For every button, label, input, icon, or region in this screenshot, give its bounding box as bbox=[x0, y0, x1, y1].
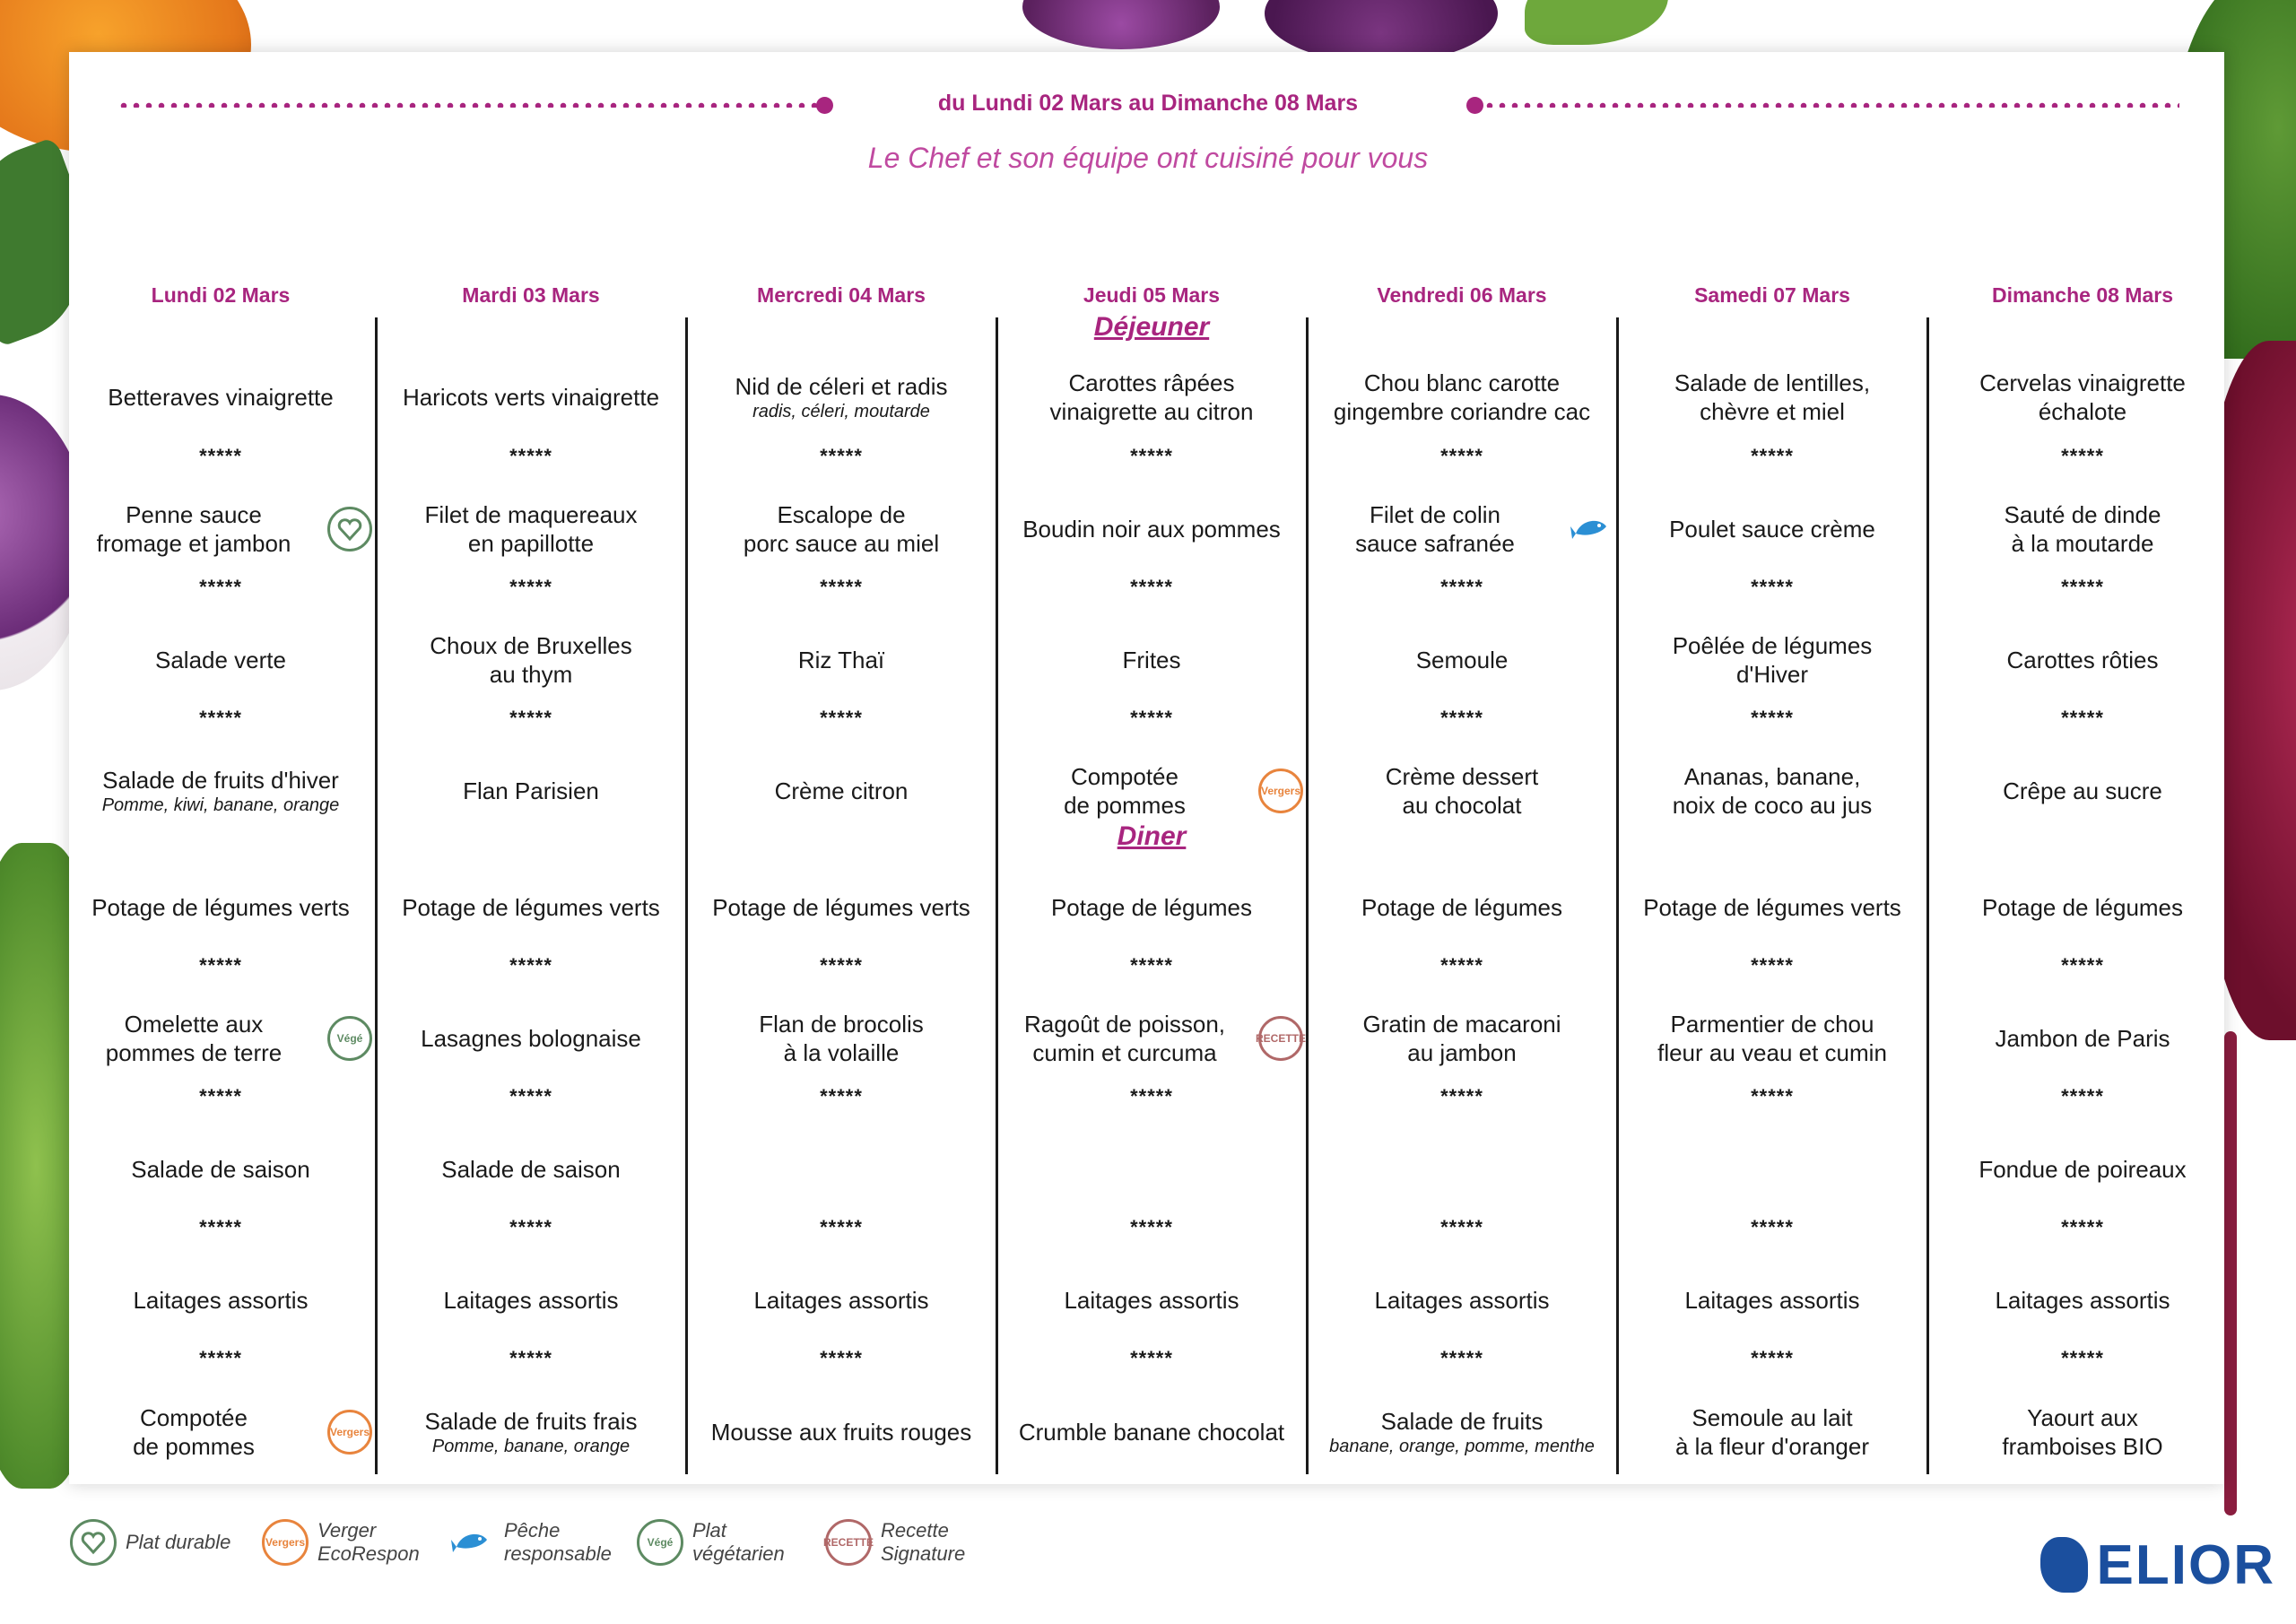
menu-item-dinner-soup bbox=[1927, 893, 2238, 922]
menu-item-lunch-dessert bbox=[686, 777, 996, 805]
dish-name: Laitages assortis bbox=[1995, 1287, 2170, 1314]
menu-item-lunch-side bbox=[996, 646, 1307, 674]
menu-item-dinner-dessert bbox=[996, 1418, 1307, 1446]
day-header: Vendredi 06 Mars bbox=[1377, 283, 1547, 307]
menu-item-lunch-starter bbox=[686, 372, 996, 422]
dish-name: Omelette aux pommes de terre bbox=[105, 1011, 283, 1066]
menu-item-lunch-side bbox=[1307, 646, 1617, 674]
menu-item-dinner-dessert bbox=[39, 1403, 349, 1461]
day-header: Dimanche 08 Mars bbox=[1992, 283, 2173, 307]
plat-durable-icon bbox=[70, 1519, 117, 1566]
dish-ingredients: Pomme, banane, orange bbox=[431, 1437, 631, 1456]
dish-name: Chou blanc carotte gingembre coriandre cac bbox=[1333, 369, 1591, 425]
course-separator: ***** bbox=[199, 1216, 242, 1238]
menu-item-lunch-dessert bbox=[1617, 762, 1927, 820]
dish-ingredients: Pomme, kiwi, banane, orange bbox=[101, 795, 340, 815]
menu-item-lunch-side bbox=[1617, 631, 1927, 689]
menu-item-dinner-main bbox=[39, 1010, 349, 1067]
dish-name: Filet de maquereaux en papillotte bbox=[424, 501, 638, 557]
day-header: Samedi 07 Mars bbox=[1694, 283, 1850, 307]
apple-icon: Vergers bbox=[327, 1410, 372, 1455]
dish-name: Potage de légumes bbox=[1050, 894, 1253, 921]
dish-name: Laitages assortis bbox=[1374, 1287, 1550, 1314]
menu-item-lunch-main bbox=[376, 500, 686, 558]
menu-item-dinner-main bbox=[376, 1024, 686, 1053]
course-separator: ***** bbox=[2061, 1085, 2104, 1107]
menu-item-dinner-dairy bbox=[1927, 1286, 2238, 1315]
course-separator: ***** bbox=[199, 1085, 242, 1107]
dish-name: Laitages assortis bbox=[753, 1287, 929, 1314]
dish-name: Haricots verts vinaigrette bbox=[402, 384, 660, 411]
day-header: Mardi 03 Mars bbox=[462, 283, 600, 307]
course-separator: ***** bbox=[820, 707, 863, 729]
course-separator: ***** bbox=[1751, 1347, 1794, 1369]
column-divider bbox=[1306, 317, 1309, 1474]
legend-label: Verger EcoRespon bbox=[317, 1519, 420, 1565]
course-separator: ***** bbox=[2061, 1347, 2104, 1369]
dish-name: Semoule au lait à la fleur d'oranger bbox=[1675, 1404, 1869, 1460]
menu-item-dinner-dairy bbox=[1617, 1286, 1927, 1315]
fish-icon bbox=[448, 1519, 495, 1566]
dish-name: Parmentier de chou fleur au veau et cumin bbox=[1657, 1011, 1887, 1066]
bull-icon bbox=[2040, 1537, 2088, 1593]
dish-name: Potage de légumes bbox=[1981, 894, 2184, 921]
menu-item-lunch-main bbox=[996, 515, 1307, 543]
recette-signature-icon: RECETTE bbox=[1258, 1016, 1303, 1061]
course-separator: ***** bbox=[1440, 445, 1483, 467]
course-separator: ***** bbox=[509, 1216, 552, 1238]
course-separator: ***** bbox=[1440, 1347, 1483, 1369]
menu-item-lunch-dessert bbox=[65, 766, 376, 816]
day-header: Lundi 02 Mars bbox=[151, 283, 291, 307]
dish-ingredients: radis, céleri, moutarde bbox=[752, 402, 930, 421]
legend-item-verger-ecorespon bbox=[262, 1515, 420, 1569]
menu-item-dinner-dessert bbox=[1927, 1403, 2238, 1461]
vege-icon: Végé bbox=[327, 1016, 372, 1061]
course-separator: ***** bbox=[1130, 576, 1173, 598]
column-divider bbox=[375, 317, 378, 1474]
dish-name: Filet de colin sauce safranée bbox=[1355, 501, 1515, 557]
menu-item-lunch-starter bbox=[1617, 369, 1927, 426]
menu-item-dinner-soup bbox=[996, 893, 1307, 922]
course-separator: ***** bbox=[1440, 707, 1483, 729]
day-header: Jeudi 05 Mars bbox=[1083, 283, 1221, 307]
dish-name: Laitages assortis bbox=[1064, 1287, 1239, 1314]
column-divider bbox=[1616, 317, 1619, 1474]
course-separator: ***** bbox=[199, 954, 242, 977]
menu-item-lunch-side bbox=[65, 646, 376, 674]
menu-item-dinner-dairy bbox=[1307, 1286, 1617, 1315]
menu-item-lunch-main bbox=[39, 500, 349, 558]
menu-item-lunch-starter bbox=[1307, 369, 1617, 426]
menu-item-lunch-main bbox=[1927, 500, 2238, 558]
menu-item-lunch-main bbox=[1617, 515, 1927, 543]
dish-name: Potage de légumes verts bbox=[402, 894, 660, 921]
menu-item-lunch-dessert bbox=[1307, 762, 1617, 820]
dish-name: Salade verte bbox=[155, 647, 286, 673]
menu-item-lunch-dessert bbox=[970, 762, 1280, 820]
course-separator: ***** bbox=[2061, 1216, 2104, 1238]
dish-name: Poulet sauce crème bbox=[1669, 516, 1875, 543]
course-separator: ***** bbox=[199, 576, 242, 598]
menu-item-dinner-side bbox=[1927, 1155, 2238, 1184]
course-separator: ***** bbox=[820, 1085, 863, 1107]
legend-item-plat-vegetarien bbox=[637, 1515, 785, 1569]
dish-name: Crumble banane chocolat bbox=[1018, 1419, 1285, 1446]
course-separator: ***** bbox=[2061, 445, 2104, 467]
menu-item-dinner-dessert bbox=[1617, 1403, 1927, 1461]
course-separator: ***** bbox=[1130, 1085, 1173, 1107]
course-separator: ***** bbox=[199, 707, 242, 729]
course-separator: ***** bbox=[2061, 707, 2104, 729]
menu-item-dinner-dairy bbox=[65, 1286, 376, 1315]
dish-name: Ragoût de poisson, cumin et curcuma bbox=[1023, 1011, 1226, 1066]
dish-name: Riz Thaï bbox=[797, 647, 885, 673]
menu-item-dinner-main bbox=[1307, 1010, 1617, 1067]
dish-name: Carottes rôties bbox=[2006, 647, 2159, 673]
dish-name: Boudin noir aux pommes bbox=[1022, 516, 1281, 543]
course-separator: ***** bbox=[820, 576, 863, 598]
menu-item-lunch-starter bbox=[996, 369, 1307, 426]
menu-item-dinner-side bbox=[65, 1155, 376, 1184]
menu-item-dinner-side bbox=[376, 1155, 686, 1184]
dish-name: Ananas, banane, noix de coco au jus bbox=[1672, 763, 1873, 819]
menu-item-lunch-main bbox=[686, 500, 996, 558]
week-title: du Lundi 02 Mars au Dimanche 08 Mars bbox=[937, 91, 1359, 116]
dish-name: Betteraves vinaigrette bbox=[108, 384, 334, 411]
menu-item-lunch-side bbox=[376, 631, 686, 689]
course-separator: ***** bbox=[509, 707, 552, 729]
legend-label: Recette Signature bbox=[881, 1519, 966, 1565]
menu-item-dinner-dairy bbox=[376, 1286, 686, 1315]
course-separator: ***** bbox=[1440, 1085, 1483, 1107]
dish-name: Laitages assortis bbox=[133, 1287, 309, 1314]
brand-name: ELIOR bbox=[2096, 1533, 2275, 1596]
dish-name: Laitages assortis bbox=[443, 1287, 619, 1314]
legend-item-recette-signature bbox=[825, 1515, 965, 1569]
menu-item-dinner-main bbox=[1617, 1010, 1927, 1067]
course-separator: ***** bbox=[1440, 576, 1483, 598]
dish-name: Escalope de porc sauce au miel bbox=[743, 501, 940, 557]
menu-item-lunch-side bbox=[686, 646, 996, 674]
course-separator: ***** bbox=[509, 1085, 552, 1107]
turnip-image bbox=[1022, 0, 1220, 49]
dish-name: Compotée de pommes bbox=[133, 1404, 255, 1460]
dish-name: Potage de légumes verts bbox=[1643, 894, 1901, 921]
dish-name: Mousse aux fruits rouges bbox=[710, 1419, 972, 1446]
dish-name: Potage de légumes verts bbox=[712, 894, 970, 921]
column-divider bbox=[996, 317, 998, 1474]
legend-item-peche-responsable bbox=[448, 1515, 612, 1569]
course-separator: ***** bbox=[1130, 954, 1173, 977]
dish-name: Crêpe au sucre bbox=[2003, 777, 2162, 804]
menu-item-dinner-soup bbox=[376, 893, 686, 922]
menu-item-dinner-main bbox=[970, 1010, 1280, 1067]
divider-dot bbox=[816, 97, 833, 114]
course-separator: ***** bbox=[1130, 445, 1173, 467]
recette-signature-icon: RECETTE bbox=[825, 1519, 872, 1566]
dish-name: Compotée de pommes bbox=[1064, 763, 1186, 819]
dish-name: Crème dessert au chocolat bbox=[1385, 763, 1539, 819]
course-separator: ***** bbox=[1751, 1085, 1794, 1107]
dish-name: Lasagnes bolognaise bbox=[421, 1025, 641, 1052]
menu-item-lunch-starter bbox=[65, 383, 376, 412]
course-separator: ***** bbox=[820, 954, 863, 977]
dish-ingredients: banane, orange, pomme, menthe bbox=[1329, 1437, 1595, 1456]
course-separator: ***** bbox=[1130, 1216, 1173, 1238]
menu-item-lunch-starter bbox=[376, 383, 686, 412]
course-separator: ***** bbox=[820, 1216, 863, 1238]
apple-icon: Vergers bbox=[262, 1519, 309, 1566]
dish-name: Penne sauce fromage et jambon bbox=[96, 501, 291, 557]
course-separator: ***** bbox=[1130, 1347, 1173, 1369]
course-separator: ***** bbox=[820, 1347, 863, 1369]
menu-item-dinner-soup bbox=[1307, 893, 1617, 922]
course-separator: ***** bbox=[2061, 576, 2104, 598]
menu-item-dinner-dairy bbox=[996, 1286, 1307, 1315]
dish-name: Yaourt aux framboises BIO bbox=[2002, 1404, 2163, 1460]
dish-name: Carottes râpées vinaigrette au citron bbox=[1049, 369, 1254, 425]
dish-name: Gratin de macaroni au jambon bbox=[1362, 1011, 1561, 1066]
column-divider bbox=[1926, 317, 1929, 1474]
course-separator: ***** bbox=[1751, 576, 1794, 598]
course-separator: ***** bbox=[1751, 954, 1794, 977]
menu-item-lunch-main bbox=[1280, 500, 1590, 558]
fish-icon bbox=[1569, 507, 1613, 551]
leaf-image bbox=[1525, 0, 1668, 45]
dish-name: Crème citron bbox=[774, 777, 909, 804]
dish-name: Salade de fruits frais bbox=[424, 1408, 638, 1435]
dotted-divider-left bbox=[117, 102, 826, 108]
menu-item-dinner-soup bbox=[65, 893, 376, 922]
menu-item-dinner-soup bbox=[1617, 893, 1927, 922]
dish-name: Laitages assortis bbox=[1684, 1287, 1860, 1314]
course-separator: ***** bbox=[1440, 954, 1483, 977]
dinner-title: Diner bbox=[1117, 821, 1187, 851]
dish-name: Semoule bbox=[1415, 647, 1509, 673]
menu-item-lunch-starter bbox=[1927, 369, 2238, 426]
dish-name: Salade de saison bbox=[131, 1156, 310, 1183]
dish-name: Jambon de Paris bbox=[1995, 1025, 2170, 1052]
course-separator: ***** bbox=[1130, 707, 1173, 729]
dish-name: Nid de céleri et radis bbox=[735, 373, 948, 400]
dish-name: Flan Parisien bbox=[463, 777, 599, 804]
day-header: Mercredi 04 Mars bbox=[757, 283, 926, 307]
dish-name: Poêlée de légumes d'Hiver bbox=[1672, 632, 1873, 688]
dish-name: Cervelas vinaigrette échalote bbox=[1979, 369, 2186, 425]
course-separator: ***** bbox=[2061, 954, 2104, 977]
menu-item-dinner-soup bbox=[686, 893, 996, 922]
page-subtitle: Le Chef et son équipe ont cuisiné pour vous bbox=[867, 142, 1429, 174]
course-separator: ***** bbox=[509, 576, 552, 598]
course-separator: ***** bbox=[1751, 445, 1794, 467]
dish-name: Frites bbox=[1122, 647, 1181, 673]
plat-durable-icon bbox=[327, 507, 372, 551]
legend-item-plat-durable bbox=[70, 1515, 230, 1569]
menu-item-lunch-dessert bbox=[376, 777, 686, 805]
legend-label: Plat durable bbox=[126, 1531, 231, 1553]
menu-item-dinner-dessert bbox=[1307, 1407, 1617, 1457]
dish-name: Salade de saison bbox=[441, 1156, 621, 1183]
apple-icon: Vergers bbox=[1258, 769, 1303, 813]
dish-name: Sauté de dinde à la moutarde bbox=[2004, 501, 2161, 557]
vege-icon: Végé bbox=[637, 1519, 683, 1566]
course-separator: ***** bbox=[509, 445, 552, 467]
dish-name: Fondue de poireaux bbox=[1979, 1156, 2187, 1183]
dish-name: Salade de lentilles, chèvre et miel bbox=[1674, 369, 1871, 425]
menu-item-dinner-dairy bbox=[686, 1286, 996, 1315]
menu-item-dinner-dessert bbox=[686, 1418, 996, 1446]
dish-name: Potage de légumes bbox=[1361, 894, 1563, 921]
legend-label: Pêche responsable bbox=[504, 1519, 612, 1565]
menu-item-lunch-dessert bbox=[1927, 777, 2238, 805]
course-separator: ***** bbox=[509, 1347, 552, 1369]
menu-item-dinner-dessert bbox=[376, 1407, 686, 1457]
dotted-divider-right bbox=[1471, 102, 2179, 108]
dish-name: Potage de légumes verts bbox=[91, 894, 350, 921]
dish-name: Flan de brocolis à la volaille bbox=[759, 1011, 924, 1066]
course-separator: ***** bbox=[820, 445, 863, 467]
brand-logo bbox=[2040, 1529, 2275, 1601]
menu-item-dinner-main bbox=[1927, 1024, 2238, 1053]
course-separator: ***** bbox=[1751, 1216, 1794, 1238]
course-separator: ***** bbox=[1440, 1216, 1483, 1238]
dish-name: Salade de fruits d'hiver bbox=[102, 767, 339, 794]
dish-name: Salade de fruits bbox=[1380, 1408, 1544, 1435]
course-separator: ***** bbox=[199, 445, 242, 467]
dish-name: Choux de Bruxelles au thym bbox=[430, 632, 632, 688]
menu-item-dinner-main bbox=[686, 1010, 996, 1067]
menu-item-lunch-side bbox=[1927, 646, 2238, 674]
lunch-title: Déjeuner bbox=[1093, 312, 1210, 342]
legend-label: Plat végétarien bbox=[692, 1519, 785, 1565]
course-separator: ***** bbox=[199, 1347, 242, 1369]
column-divider bbox=[685, 317, 688, 1474]
course-separator: ***** bbox=[509, 954, 552, 977]
course-separator: ***** bbox=[1751, 707, 1794, 729]
